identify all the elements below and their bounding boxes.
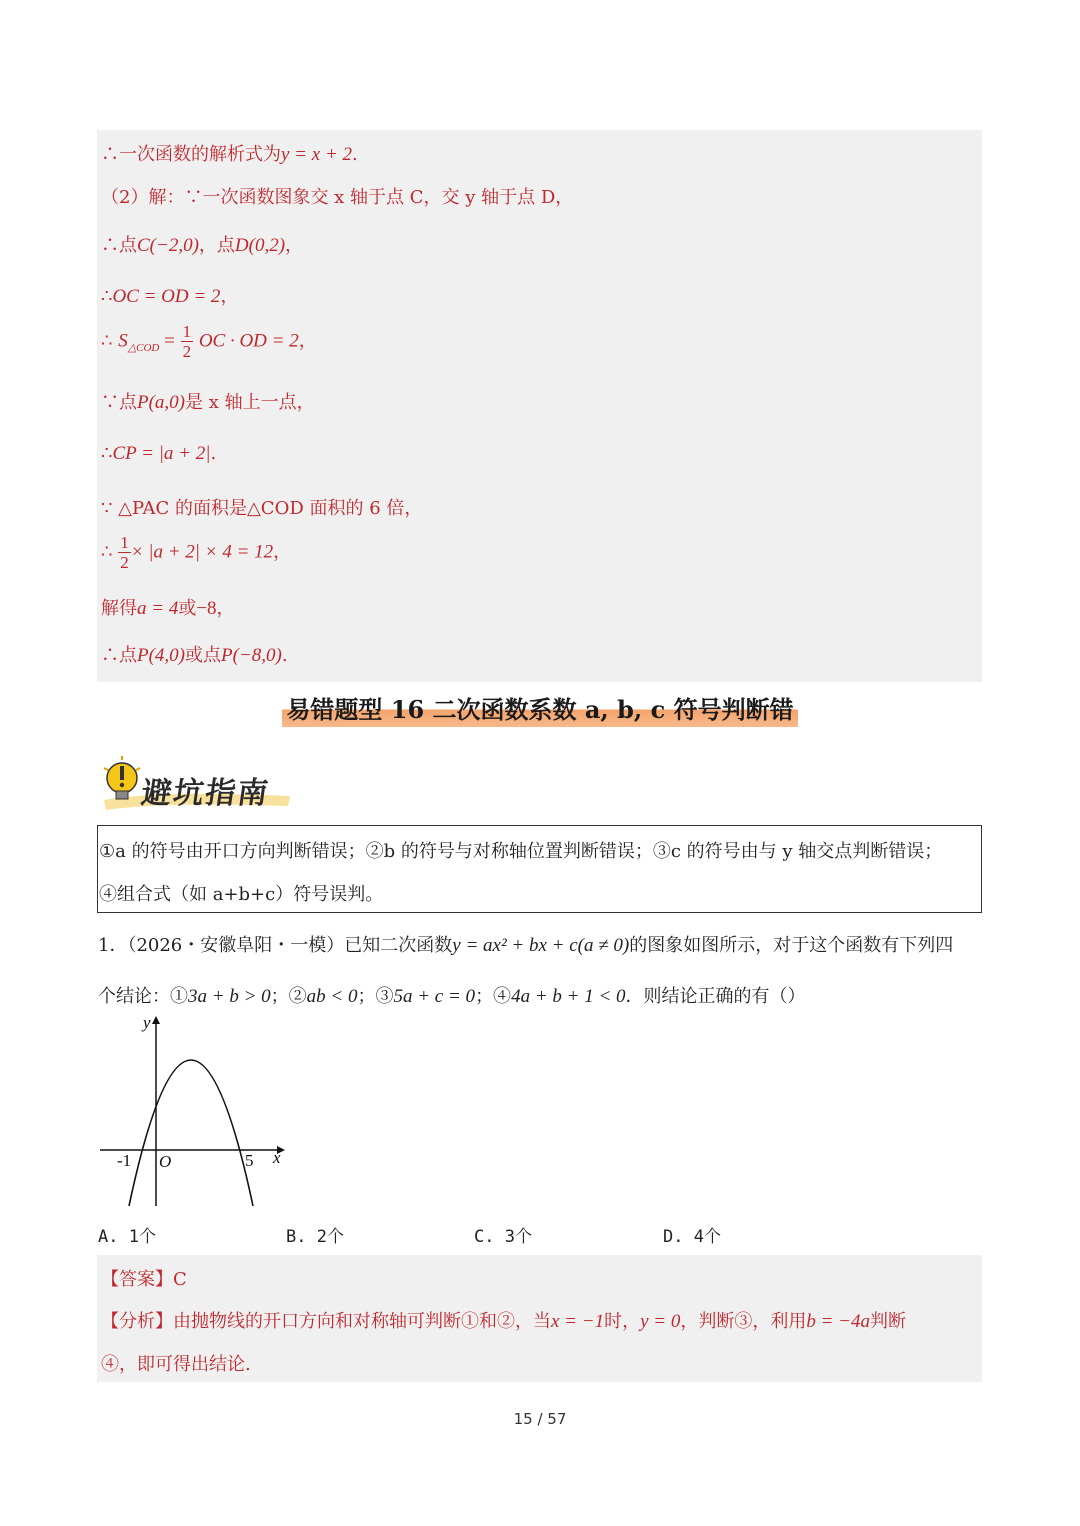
option-a: A. 1个 [98, 1227, 156, 1247]
solution-line-1: ∴一次函数的解析式为y = x + 2. [101, 144, 358, 165]
parabola-graph [95, 1010, 295, 1210]
fraction-half: $\frac{1}{2}$ [182, 322, 192, 361]
x-axis-label: x [273, 1148, 281, 1167]
tip-box [97, 825, 982, 913]
solution-line-10: 解得a = 4或−8， [101, 598, 235, 619]
solution-line-4: ∴OC = OD = 2， [101, 286, 239, 307]
tip-line-1: ①a 的符号由开口方向判断错误；②b 的符号与对称轴位置判断错误；③c 的符号由与 y 轴交点判断错误； [99, 841, 943, 862]
analysis-line-1: 【分析】由抛物线的开口方向和对称轴可判断①和②，当x = −1时，y = 0，判断③，利用b = −4a判断 [101, 1311, 906, 1332]
right-root-label: 5 [245, 1151, 254, 1170]
option-c: C. 3个 [474, 1227, 532, 1247]
solution-line-9: ∴ $\frac{1}{2}$ × |a + 2| × 4 = 12， [101, 533, 292, 572]
question-line-2: 个结论：①3a + b > 0；②ab < 0；③5a + c = 0；④4a + b + 1 < 0．则结论正确的有（） [98, 986, 806, 1007]
section-title: 易错题型 16 二次函数系数 a, b, c 符号判断错 [0, 688, 1080, 727]
solution-line-11: ∴点P(4,0)或点P(−8,0). [101, 645, 288, 666]
solution-line-2: （2）解：∵一次函数图象交 x 轴于点 C，交 y 轴于点 D， [101, 187, 574, 208]
analysis-line-2: ④，即可得出结论. [101, 1354, 251, 1375]
tip-line-2: ④组合式（如 a+b+c）符号误判。 [99, 884, 384, 905]
solution-line-3: ∴点C(−2,0)，点D(0,2)， [101, 235, 304, 256]
left-root-label: -1 [117, 1151, 132, 1170]
fraction-half-2: $\frac{1}{2}$ [120, 533, 129, 572]
solution-line-7: ∴CP = |a + 2|. [101, 443, 217, 464]
option-d: D. 4个 [663, 1227, 721, 1247]
solution-line-6: ∵点P(a,0)是 x 轴上一点， [101, 392, 315, 413]
page-number: 15 / 57 [513, 1410, 567, 1428]
y-axis-arrow [152, 1016, 160, 1024]
question-line-1: 1．（2026・安徽阜阳・一模）已知二次函数y = ax² + bx + c(a ≠ 0)的图象如图所示，对于这个函数有下列四 [98, 935, 954, 956]
guide-title: 避坑指南 [139, 776, 272, 811]
origin-label: O [159, 1152, 172, 1171]
option-b: B. 2个 [286, 1227, 344, 1247]
y-axis-label: y [143, 1013, 151, 1032]
answer-line: 【答案】C [101, 1269, 187, 1290]
solution-line-8: ∵ △PAC 的面积是△COD 面积的 6 倍， [101, 498, 423, 519]
parabola-curve [129, 1060, 253, 1206]
solution-line-5: ∴ $S_{\triangle COD}$ = $\frac{1}{2}$ OC · OD = 2， [101, 322, 317, 361]
